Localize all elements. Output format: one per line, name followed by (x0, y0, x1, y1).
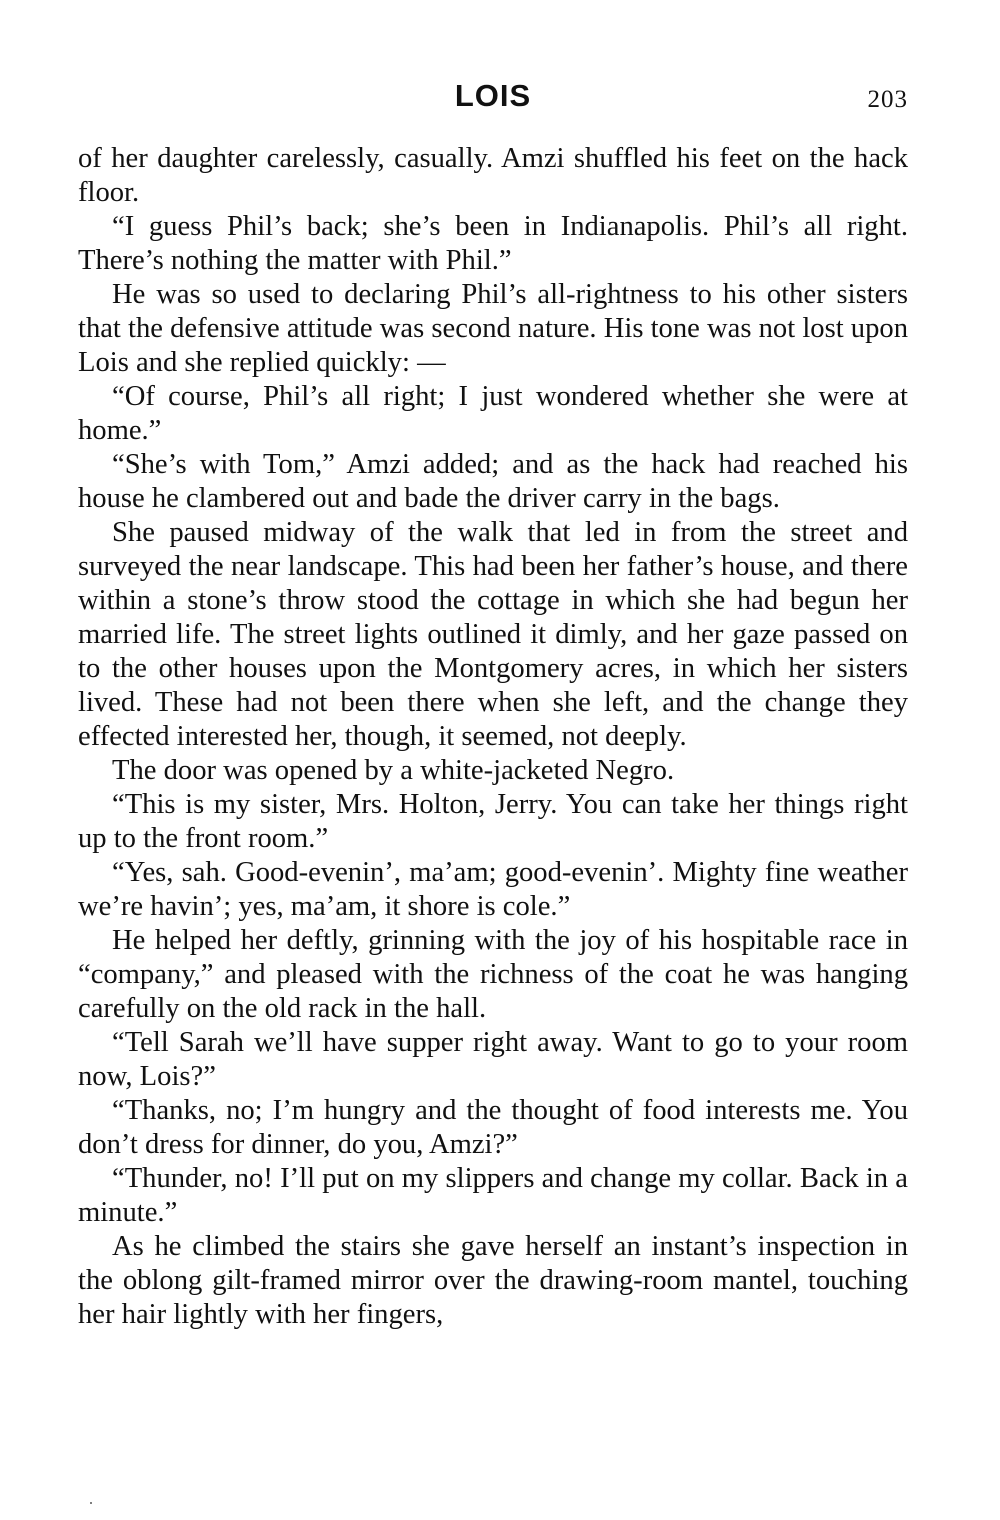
paragraph: “Thunder, no! I’ll put on my slippers and change my collar. Back in a minute.” (78, 1163, 908, 1228)
paragraph: of her daughter carelessly, casually. Amzi shuffled his feet on the hack floor. (78, 143, 908, 208)
page-number: 203 (867, 86, 908, 113)
running-head (78, 78, 908, 128)
paragraph: The door was opened by a white-jacketed Negro. (112, 755, 675, 786)
paragraph: He helped her deftly, grinning with the joy of his hospitable race in “company,” and pleased with the richness of the coat he was hanging carefully on the old rack in the hall. (78, 925, 908, 1024)
paragraph: “Of course, Phil’s all right; I just wondered whether she were at home.” (78, 381, 908, 446)
paragraph: “She’s with Tom,” Amzi added; and as the hack had reached his house he clambered out and bade the driver carry in the bags. (78, 449, 908, 514)
paragraph: “This is my sister, Mrs. Holton, Jerry. You can take her things right up to the front room.” (78, 789, 908, 854)
paragraph: She paused midway of the walk that led in from the street and surveyed the near landscape. This had been her father’s house, and there within a stone’s throw stood the cottage in which she had begun her married life. The street lights outlined it dimly, and her gaze passed on to the other houses upon the Montgomery acres, in which her sisters lived. These had not been there when she left, and the change they effected interested her, though, it seemed, not deeply. (78, 517, 908, 752)
body-text (78, 142, 908, 1332)
paragraph: As he climbed the stairs she gave herself an instant’s inspection in the oblong gilt-framed mirror over the drawing-room mantel, touching her hair lightly with her fingers, (78, 1231, 908, 1330)
chapter-title: LOIS (454, 78, 532, 113)
paragraph: “Thanks, no; I’m hungry and the thought of food interests me. You don’t dress for dinner, do you, Amzi?” (78, 1095, 908, 1160)
paragraph: “Yes, sah. Good-evenin’, ma’am; good-evenin’. Mighty fine weather we’re havin’; yes, ma’am, it shore is cole.” (78, 857, 908, 922)
scan-speck (90, 1502, 92, 1504)
paragraph: “I guess Phil’s back; she’s been in Indianapolis. Phil’s all right. There’s nothing the matter with Phil.” (78, 211, 908, 276)
paragraph: He was so used to declaring Phil’s all-rightness to his other sisters that the defensive attitude was second nature. His tone was not lost upon Lois and she replied quickly: — (78, 279, 908, 378)
paragraph: “Tell Sarah we’ll have supper right away. Want to go to your room now, Lois?” (78, 1027, 908, 1092)
